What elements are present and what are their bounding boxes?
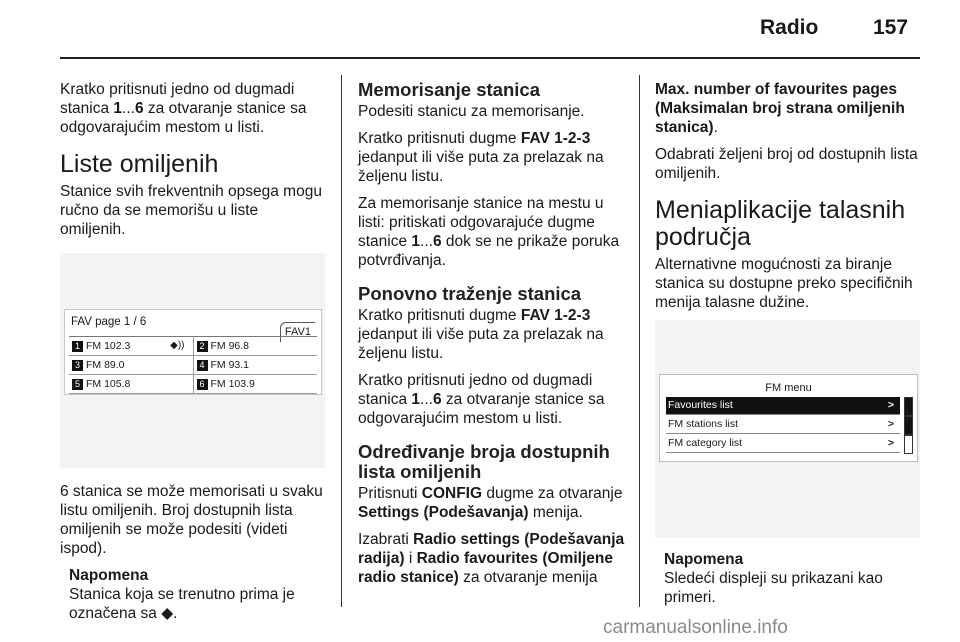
paragraph-favourites-intro: Stanice svih frekventnih opsega mogu ručno da se memorišu u liste omiljenih.	[60, 183, 322, 238]
column-divider-1	[341, 75, 342, 607]
speaker-icon: ◆))	[170, 340, 185, 351]
fav-row	[69, 375, 317, 394]
paragraph-waveband-intro: Alternativne mogućnosti za biranje stanica su dostupne preko specifičnih menija talasne dužine.	[655, 256, 913, 311]
note-title: Napomena	[664, 551, 744, 568]
heading-favourites-lists: Liste omiljenih	[60, 150, 219, 178]
heading-retrieving-stations: Ponovno traženje stanica	[358, 283, 582, 304]
section-title: Radio	[760, 16, 819, 39]
note-text: Sledeći displeji su prikazani kao primeri.	[664, 570, 883, 606]
column-divider-2	[639, 75, 640, 607]
column-3	[655, 80, 920, 607]
scroll-indicator	[904, 397, 913, 416]
fav-slot-1: 1 FM 102.3 ◆))	[69, 337, 193, 355]
heading-storing-stations: Memorisanje stanica	[358, 79, 540, 100]
column-2	[358, 80, 626, 595]
fav-slot-grid	[69, 336, 317, 394]
fm-menu-title: FM menu	[765, 382, 812, 394]
paragraph-fav-button: Kratko pritisnuti dugme FAV 1-2-3 jedanput ili više puta za prelazak na željenu listu.	[358, 130, 604, 185]
header-divider	[60, 57, 920, 59]
paragraph-station-buttons-2: Kratko pritisnuti jedno od dugmadi stanica 1...6 za otvaranje stanice sa odgovarajućim mestom u listi.	[358, 372, 605, 427]
fav-row	[69, 356, 317, 375]
fav-row	[69, 337, 317, 356]
paragraph-radio-settings: Izabrati Radio settings (Podešavanja radija) i Radio favourites (Omiljene radio stanice) za otvaranje menija	[358, 531, 625, 586]
chevron-right-icon: >	[887, 418, 894, 430]
paragraph-six-stations: 6 stanica se može memorisati u svaku listu omiljenih. Broj dostupnih lista omiljenih se može podesiti (videti ispod).	[60, 483, 323, 557]
fav-display-screen	[64, 309, 322, 395]
fav-slot-5: 5 FM 105.8	[69, 375, 193, 393]
heading-waveband-menus: Meniaplikacije talasnih područja	[655, 196, 906, 251]
fav-slot-3: 3 FM 89.0	[69, 356, 193, 374]
fav-tab-label: FAV1	[280, 322, 315, 342]
fav-slot-4: 4 FM 93.1	[193, 356, 318, 374]
heading-define-favourites: Određivanje broja dostupnih lista omiljenih	[358, 441, 610, 482]
note-title: Napomena	[69, 567, 149, 584]
fm-menu-screen	[659, 374, 918, 462]
paragraph-max-favourites: Max. number of favourites pages (Maksimalan broj strana omiljenih stanica).	[655, 81, 905, 136]
fm-menu-item-category: FM category list >	[666, 435, 900, 453]
fm-menu-item-stations: FM stations list >	[666, 416, 900, 434]
scroll-indicator	[904, 416, 913, 435]
page-number: 157	[873, 16, 909, 39]
paragraph-station-buttons: Kratko pritisnuti jedno od dugmadi stanica 1...6 za otvaranje stanice sa odgovarajućim mestom u listi.	[60, 81, 307, 136]
note-block	[664, 550, 920, 607]
fav-slot-2: 2 FM 96.8	[193, 337, 318, 355]
paragraph-fav-button-2: Kratko pritisnuti dugme FAV 1-2-3 jedanput ili više puta za prelazak na željenu listu.	[358, 307, 604, 362]
scroll-indicator	[904, 435, 913, 454]
fm-menu-item-favourites: Favourites list >	[666, 397, 900, 415]
column-1	[60, 80, 325, 623]
paragraph-select-number: Odabrati željeni broj od dostupnih lista omiljenih.	[655, 146, 918, 182]
fav-display-figure	[60, 253, 325, 468]
fav-page-title: FAV page 1 / 6	[71, 316, 147, 328]
chevron-right-icon: >	[887, 399, 894, 411]
speaker-icon: ◆	[161, 605, 174, 622]
chevron-right-icon: >	[887, 437, 894, 449]
fm-menu-figure	[655, 320, 920, 538]
watermark: carmanualsonline.info	[603, 617, 788, 638]
page-header	[0, 0, 960, 60]
paragraph-store-position: Za memorisanje stanice na mestu u listi: pritiskati odgovarajuće dugme stanice 1...6 dok se ne prikaže poruka potvrđivanja.	[358, 195, 620, 269]
note-block	[69, 566, 325, 623]
paragraph-config-button: Pritisnuti CONFIG dugme za otvaranje Settings (Podešavanja) menija.	[358, 485, 623, 521]
note-text: Stanica koja se trenutno prima je označena sa ◆.	[69, 586, 295, 622]
paragraph-tune-station: Podesiti stanicu za memorisanje.	[358, 103, 585, 120]
fav-slot-6: 6 FM 103.9	[193, 375, 318, 393]
